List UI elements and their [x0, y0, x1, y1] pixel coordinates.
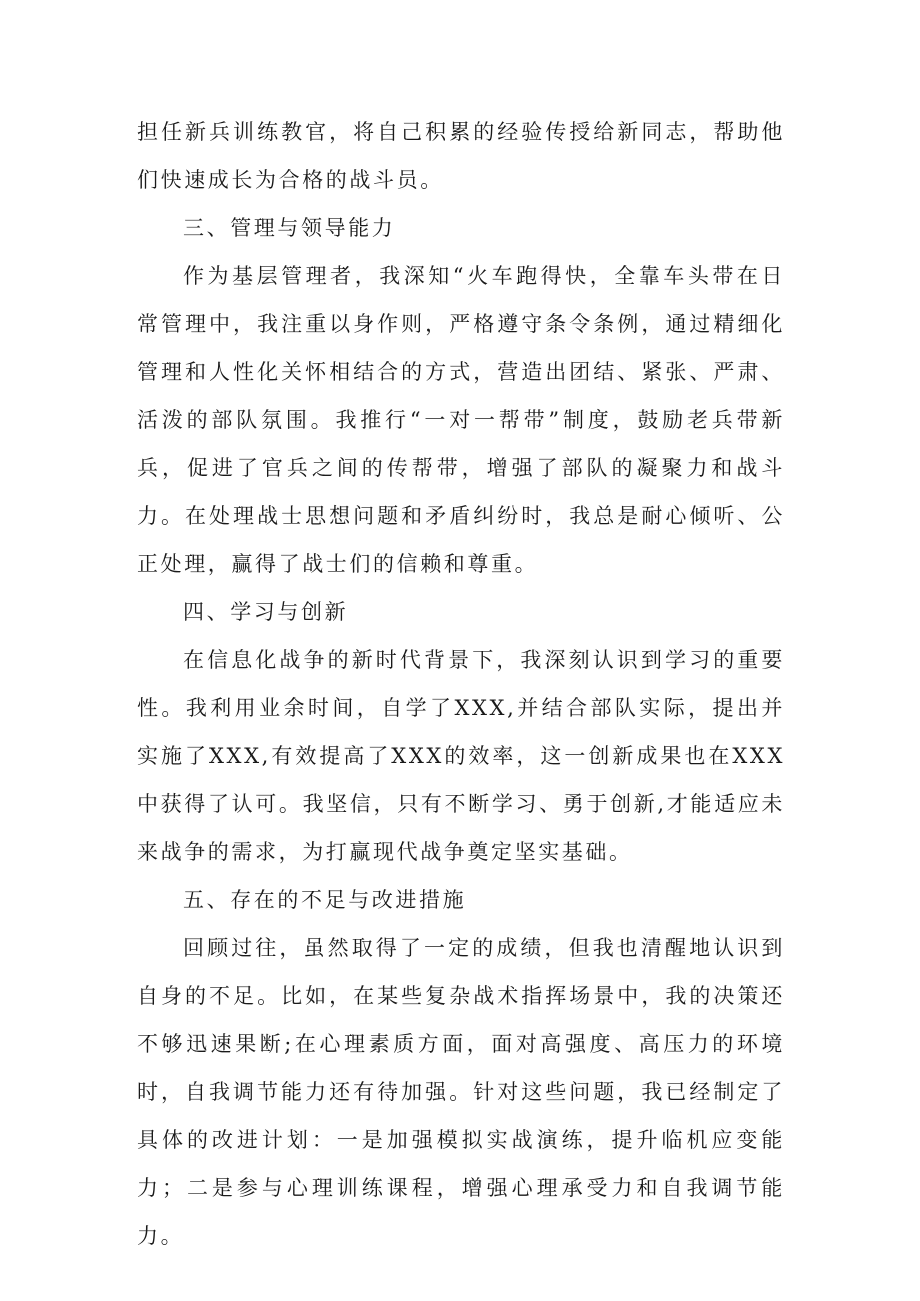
section-heading-shortcomings: 五、存在的不足与改进措施 — [183, 888, 467, 912]
document-body — [137, 108, 785, 1260]
paragraph-shortcomings: 回顾过往，虽然取得了一定的成绩，但我也清醒地认识到自身的不足。比如，在某些复杂战术指挥场景中，我的决策还不够迅速果断;在心理素质方面，面对高强度、高压力的环境时，自我调节能力还有待加强。针对这些问题，我已经制定了具体的改进计划：一是加强模拟实战演练，提升临机应变能力；二是参与心理训练课程，增强心理承受力和自我调节能力。 — [137, 936, 785, 1248]
paragraph-management: 作为基层管理者，我深知“火车跑得快，全靠车头带在日常管理中，我注重以身作则，严格遵守条令条例，通过精细化管理和人性化关怀相结合的方式，营造出团结、紧张、严肃、活泼的部队氛围。我推行“一对一帮带”制度，鼓励老兵带新兵，促进了官兵之间的传帮带，增强了部队的凝聚力和战斗力。在处理战士思想问题和矛盾纠纷时，我总是耐心倾听、公正处理，赢得了战士们的信赖和尊重。 — [137, 264, 785, 576]
paragraph-learning: 在信息化战争的新时代背景下，我深刻认识到学习的重要性。我利用业余时间，自学了XXX,并结合部队实际，提出并实施了XXX,有效提高了XXX的效率，这一创新成果也在XXX中获得了认可。我坚信，只有不断学习、勇于创新,才能适应未来战争的需求，为打赢现代战争奠定坚实基础。 — [137, 648, 785, 864]
section-heading-learning: 四、学习与创新 — [183, 600, 349, 624]
section-heading-management: 三、管理与领导能力 — [183, 216, 396, 240]
paragraph-continuation: 担任新兵训练教官，将自己积累的经验传授给新同志，帮助他们快速成长为合格的战斗员。 — [137, 120, 785, 192]
